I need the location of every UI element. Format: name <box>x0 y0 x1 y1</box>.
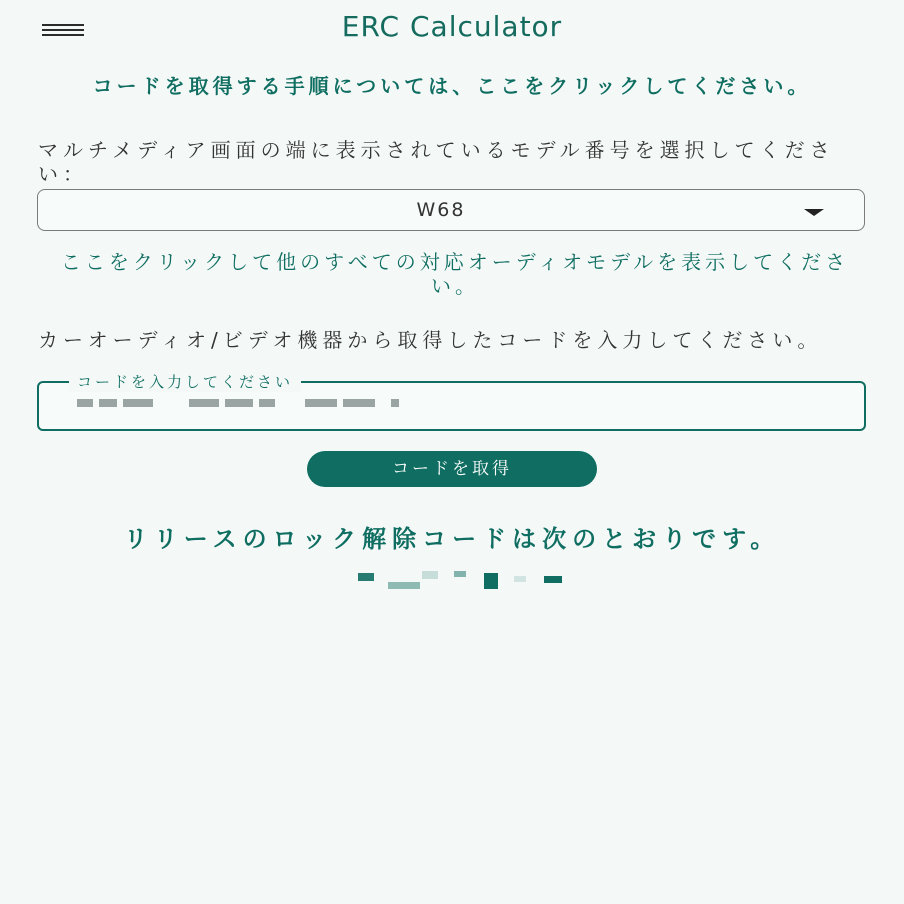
all-models-link[interactable]: ここをクリックして他のすべての対応オーディオモデルを表示してください。 <box>60 250 850 298</box>
code-input-container <box>37 373 866 431</box>
code-input-label: カーオーディオ/ビデオ機器から取得したコードを入力してください。 <box>38 328 823 352</box>
result-code <box>356 570 566 592</box>
model-select[interactable] <box>37 189 865 231</box>
model-select-label: マルチメディア画面の端に表示されているモデル番号を選択してください： <box>38 138 835 186</box>
result-label: リリースのロック解除コードは次のとおりです。 <box>123 525 781 553</box>
model-select-value: W68 <box>416 199 466 221</box>
get-code-button[interactable]: コードを取得 <box>307 451 597 487</box>
instructions-link[interactable]: コードを取得する手順については、ここをクリックしてください。 <box>92 74 812 98</box>
caret-down-icon <box>804 209 824 216</box>
code-field-floating-label: コードを入力してください <box>69 371 301 392</box>
masked-code-text <box>77 399 399 413</box>
app-title: ERC Calculator <box>341 10 563 43</box>
